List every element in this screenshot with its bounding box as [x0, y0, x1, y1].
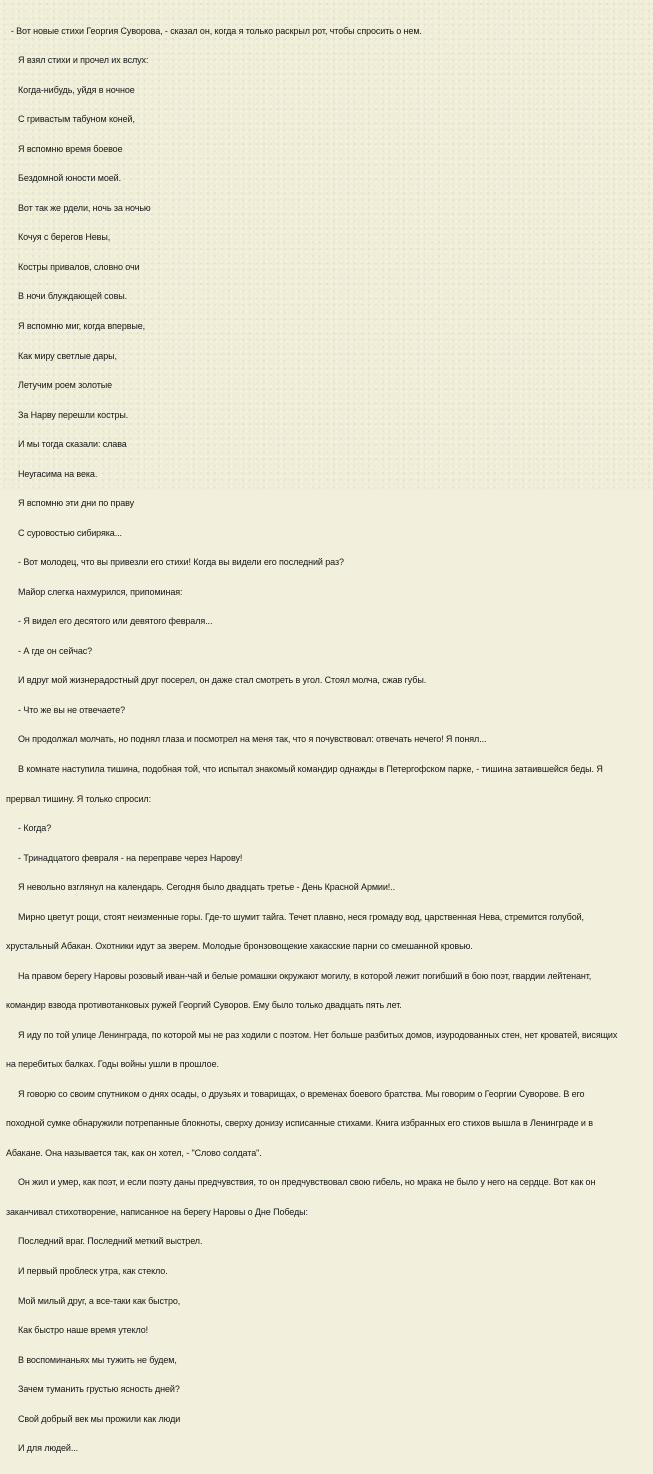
text-line: - Я видел его десятого или девятого февраля... [6, 616, 213, 627]
poem-line: Мой милый друг, а все-таки как быстро, [6, 1295, 181, 1306]
poem-line: В ночи блуждающей совы. [6, 291, 128, 302]
text-line: заканчивал стихотворение, написанное на берегу Наровы о Дне Победы: [6, 1206, 308, 1217]
text-line: - Вот новые стихи Георгия Суворова, - сказал он, когда я только раскрыл рот, чтобы спросить о нем. [6, 25, 422, 36]
poem-line: С гривастым табуном коней, [6, 114, 135, 125]
text-line: Я невольно взглянул на календарь. Сегодня было двадцать третье - День Красной Армии!.. [6, 882, 395, 893]
text-line: Он продолжал молчать, но поднял глаза и посмотрел на меня так, что я почувствовал: отвечать нечего! Я понял... [6, 734, 487, 745]
poem-line: Когда-нибудь, уйдя в ночное [6, 84, 135, 95]
text-line: В комнате наступила тишина, подобная той, что испытал знакомый командир однажды в Петергофском парке, - тишина затаившейся беды. Я [6, 763, 603, 774]
text-line: на перебитых балках. Годы войны ушли в прошлое. [6, 1059, 219, 1070]
poem-line: С суровостью сибиряка... [6, 527, 122, 538]
text-line: Я иду по той улице Ленинграда, по которой мы не раз ходили с поэтом. Нет больше разбитых домов, изуродованных стен, нет кроватей, висящих [6, 1029, 618, 1040]
poem-line: Последний враг. Последний меткий выстрел. [6, 1236, 203, 1247]
text-line: Майор слегка нахмурился, припоминая: [6, 586, 183, 597]
text-line: прервал тишину. Я только спросил: [6, 793, 151, 804]
text-line: Я говорю со своим спутником о днях осады, о друзьях и товарищах, о временах боевого братства. Мы говорим о Георгии Суворове. В его [6, 1088, 585, 1099]
poem-line: И мы тогда сказали: слава [6, 439, 127, 450]
poem-line: Вот так же рдели, ночь за ночью [6, 202, 151, 213]
poem-line: Я вспомню время боевое [6, 143, 123, 154]
poem-line: В воспоминаньях мы тужить не будем, [6, 1354, 177, 1365]
poem-line: Неугасима на века. [6, 468, 98, 479]
text-line: - А где он сейчас? [6, 645, 93, 656]
text-line: хрустальный Абакан. Охотники идут за зверем. Молодые бронзовощекие хакасские парни со смешанной кровью. [6, 941, 473, 952]
poem-line: Я вспомню миг, когда впервые, [6, 321, 146, 331]
document-text [6, 7, 647, 1474]
poem-line: Летучим роем золотые [6, 380, 113, 391]
poem-line: Как быстро наше время утекло! [6, 1325, 149, 1336]
text-line: Мирно цветут рощи, стоят неизменные горы. Где-то шумит тайга. Течет плавно, неся громаду вод, царственная Нева, стремится голубой, [6, 911, 584, 922]
poem-line: Костры привалов, словно очи [6, 261, 140, 272]
text-line: - Когда? [6, 823, 52, 834]
text-line: Абакане. Она называется так, как он хотел, - "Слово солдата". [6, 1147, 262, 1158]
poem-line: Зачем туманить грустью ясность дней? [6, 1384, 180, 1395]
poem-line: Кочуя с берегов Невы, [6, 232, 111, 243]
poem-line: Свой добрый век мы прожили как люди [6, 1413, 181, 1424]
text-line: походной сумке обнаружили потрепанные блокноты, сверху донизу исписанные стихами. Книга избранных его стихов вышла в Ленинграде и в [6, 1118, 593, 1129]
text-line: И вдруг мой жизнерадостный друг посерел, он даже стал смотреть в угол. Стоял молча, сжав губы. [6, 675, 427, 686]
poem-line: И для людей... [6, 1443, 79, 1454]
poem-line: И первый проблеск утра, как стекло. [6, 1266, 168, 1276]
text-line: - Вот молодец, что вы привезли его стихи! Когда вы видели его последний раз? [6, 557, 344, 568]
text-line: - Что же вы не отвечаете? [6, 704, 126, 715]
text-line: Он жил и умер, как поэт, и если поэту даны предчувствия, то он предчувствовал свою гибель, но мрака не было у него на сердце. Вот как он [6, 1177, 596, 1188]
poem-line: Бездомной юности моей. [6, 173, 122, 184]
poem-line: Как миру светлые дары, [6, 350, 117, 361]
poem-line: За Нарву перешли костры. [6, 409, 129, 420]
text-line: На правом берегу Наровы розовый иван-чай и белые ромашки окружают могилу, в которой лежит погибший в бою поэт, гвардии лейтенант, [6, 970, 592, 981]
text-line: - Тринадцатого февраля - на переправе через Нарову! [6, 852, 243, 863]
text-line: Я взял стихи и прочел их вслух: [6, 55, 149, 66]
text-line: командир взвода противотанковых ружей Георгий Суворов. Ему было только двадцать пять лет. [6, 1000, 402, 1011]
poem-line: Я вспомню эти дни по праву [6, 498, 135, 509]
